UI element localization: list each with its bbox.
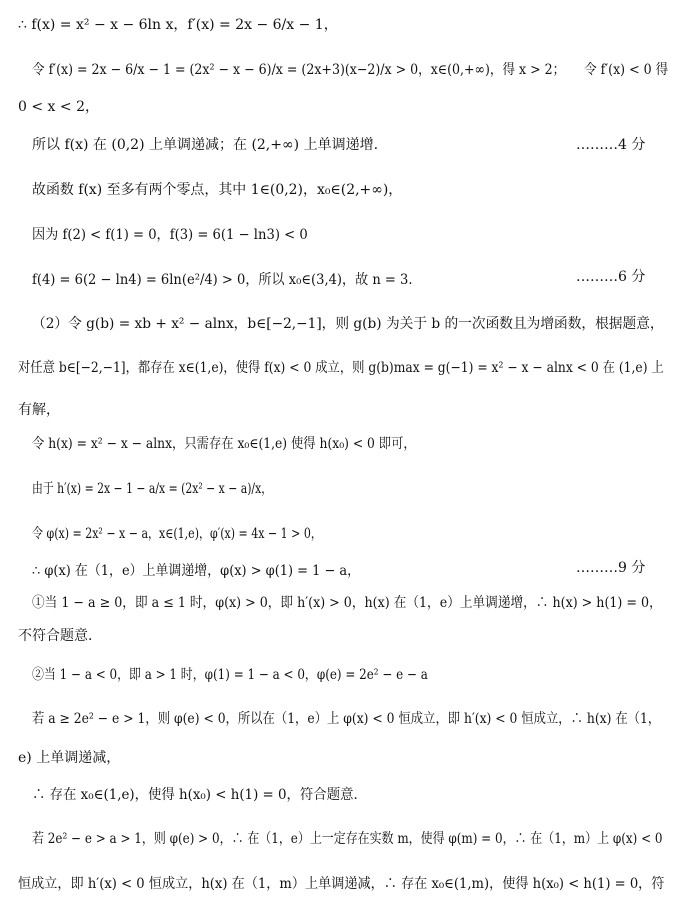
solution-line: 令 f′(x) = 2x − 6/x − 1 = (2x² − x − 6)/x = (2x+3)(x−2)/x > 0，x∈(0,+∞)，得 x > 2； 令 f′(x) < 0 得 (32, 62, 669, 78)
solution-line: ∴ 存在 x₀∈(1,e)，使得 h(x₀) < h(1) = 0，符合题意. (32, 787, 358, 803)
solution-line: 由于 h′(x) = 2x − 1 − a/x = (2x² − x − a)/x， (32, 481, 273, 497)
solution-line: 令 φ(x) = 2x² − x − a，x∈(1,e)，φ′(x) = 4x − 1 > 0， (32, 526, 322, 542)
solution-line: 恒成立，即 h′(x) < 0 恒成立，h(x) 在（1，m）上单调递减，∴ 存在 x₀∈(1,m)，使得 h(x₀) < h(1) = 0，符 (18, 876, 665, 892)
solution-line: ∴ f(x) = x² − x − 6ln x，f′(x) = 2x − 6/x − 1， (18, 17, 338, 33)
solution-line: 0 < x < 2， (18, 99, 99, 115)
solution-line: 若 2e² − e > a > 1，则 φ(e) > 0，∴ 在（1，e）上一定存在实数 m，使得 φ(m) = 0，∴ 在（1，m）上 φ(x) < 0 (32, 831, 663, 847)
solution-line: 若 a ≥ 2e² − e > 1，则 φ(e) < 0，所以在（1，e）上 φ(x) < 0 恒成立，即 h′(x) < 0 恒成立，∴ h(x) 在（1， (32, 711, 661, 727)
solution-line: 不符合题意. (18, 628, 93, 644)
solution-line: 故函数 f(x) 至多有两个零点，其中 1∈(0,2)，x₀∈(2,+∞)， (32, 182, 403, 198)
solution-line: ∴ φ(x) 在（1，e）上单调递增，φ(x) > φ(1) = 1 − a， (32, 563, 361, 579)
score-marker: ………9 分 (576, 560, 646, 576)
solution-line: 对任意 b∈[−2,−1]，都存在 x∈(1,e)，使得 f(x) < 0 成立，则 g(b)max = g(−1) = x² − x − alnx < 0 在 (1,e) 上 (18, 360, 664, 376)
score-marker: ………4 分 (576, 137, 646, 153)
solution-line: 因为 f(2) < f(1) = 0，f(3) = 6(1 − ln3) < 0 (32, 227, 308, 243)
solution-line: 所以 f(x) 在 (0,2) 上单调递减；在 (2,+∞) 上单调递增. (32, 137, 379, 153)
solution-line: ②当 1 − a < 0，即 a > 1 时，φ(1) = 1 − a < 0，φ(e) = 2e² − e − a (32, 667, 428, 683)
solution-line: 令 h(x) = x² − x − alnx，只需存在 x₀∈(1,e) 使得 h(x₀) < 0 即可， (32, 436, 416, 452)
solution-line: 有解， (18, 402, 60, 418)
solution-line: （2）令 g(b) = xb + x² − alnx，b∈[−2,−1]，则 g(b) 为关于 b 的一次函数且为增函数，根据题意， (32, 316, 664, 332)
solution-line: f(4) = 6(2 − ln4) = 6ln(e²/4) > 0，所以 x₀∈(3,4)，故 n = 3. (32, 272, 413, 288)
score-marker: ………6 分 (576, 269, 646, 285)
solution-line: ①当 1 − a ≥ 0，即 a ≤ 1 时，φ(x) > 0，即 h′(x) > 0，h(x) 在（1，e）上单调递增，∴ h(x) > h(1) = 0， (32, 595, 662, 611)
solution-line: e) 上单调递减， (18, 750, 121, 766)
